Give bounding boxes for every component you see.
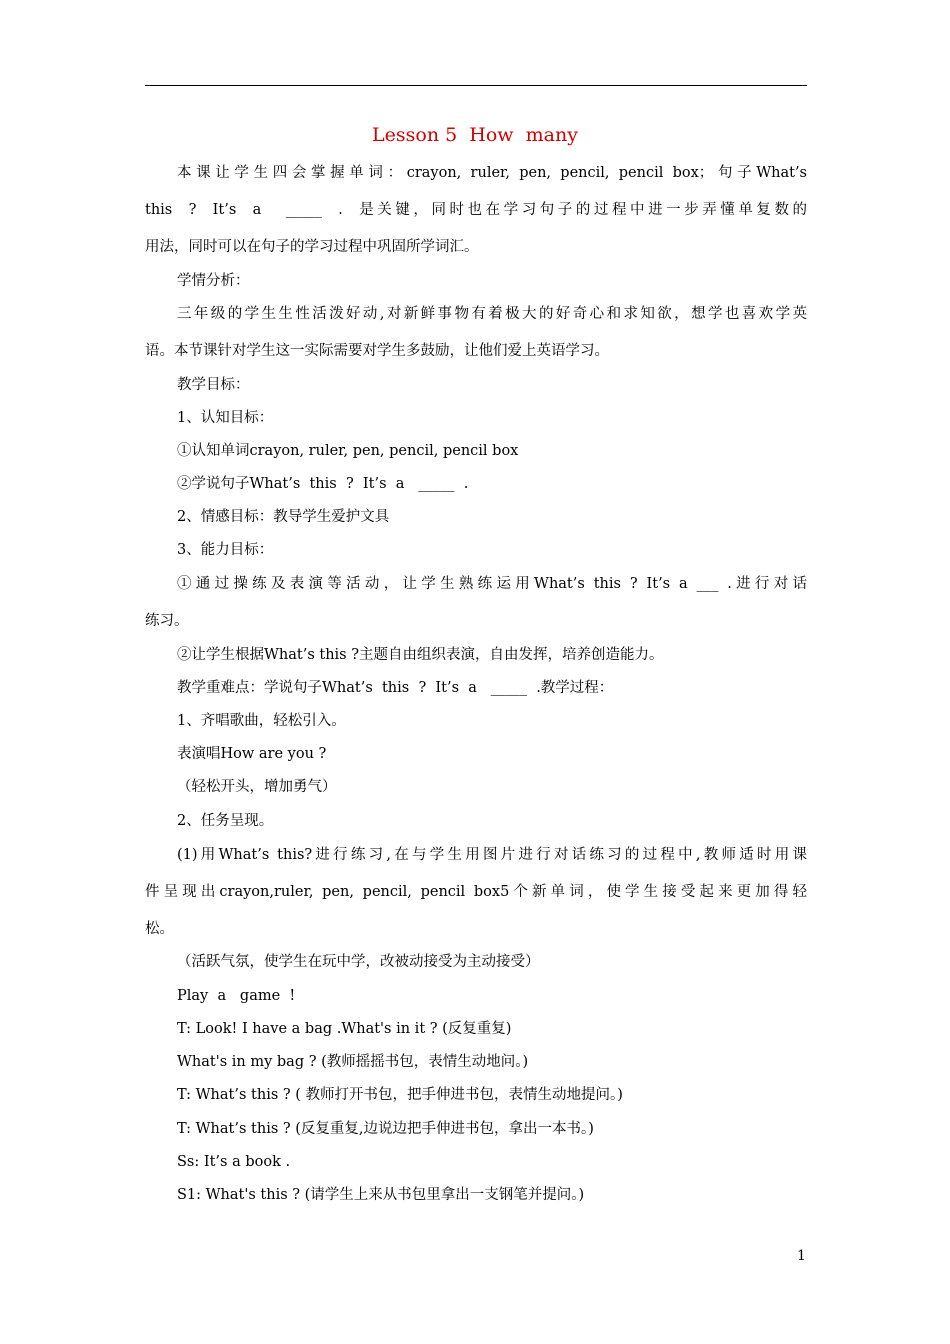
dialogue-line: T: What’s this ? ( 教师打开书包，把手伸进书包，表情生动地提问。) <box>177 1087 623 1103</box>
paragraph-line: 件呈现出crayon,ruler, pen, pencil, pencil box5个新单词，使学生接受起来更加得轻 <box>145 884 807 900</box>
list-item: ①通过操练及表演等活动，让学生熟练运用What’s this ? It’s a ___ .进行对话 <box>177 576 807 592</box>
dialogue-line: S1: What's this ? (请学生上来从书包里拿出一支钢笔并提问。) <box>177 1187 585 1203</box>
subsection-heading: 1、认知目标： <box>177 410 274 426</box>
paragraph-line: （轻松开头，增加勇气） <box>177 779 337 795</box>
dialogue-line: What's in my bag ? (教师摇摇书包，表情生动地问。) <box>177 1054 529 1070</box>
dialogue-line: Ss: It’s a book . <box>177 1154 291 1170</box>
step-heading: 2、任务呈现。 <box>177 813 274 829</box>
subsection-heading: 3、能力目标： <box>177 542 274 558</box>
lesson-title: Lesson 5 How many <box>372 124 578 146</box>
paragraph-line: 教学重难点：学说句子What’s this ? It’s a _____ .教学过程： <box>177 680 614 696</box>
paragraph-line: 用法，同时可以在句子的学习过程中巩固所学词汇。 <box>145 239 479 255</box>
paragraph-line: (1)用What’s this?进行练习,在与学生用图片进行对话练习的过程中,教师适时用课 <box>177 847 807 863</box>
header-rule <box>145 85 807 86</box>
paragraph-line: 三年级的学生生性活泼好动,对新鲜事物有着极大的好奇心和求知欲，想学也喜欢学英 <box>177 306 807 322</box>
paragraph-line: this ? It’s a _____ . 是关键，同时也在学习句子的过程中进一步弄懂单复数的 <box>145 202 807 218</box>
dialogue-line: T: Look! I have a bag .What's in it ? (反复重复) <box>177 1021 512 1037</box>
subsection-heading: 2、情感目标：教导学生爱护文具 <box>177 509 390 525</box>
list-item: ②学说句子What’s this ? It’s a _____ . <box>177 476 469 492</box>
section-heading: 教学目标： <box>177 377 250 393</box>
section-heading: 学情分析： <box>177 273 250 289</box>
paragraph-line: 表演唱How are you ? <box>177 746 327 762</box>
dialogue-line: T: What’s this ? (反复重复,边说边把手伸进书包，拿出一本书。) <box>177 1121 594 1137</box>
list-item: ②让学生根据What’s this ?主题自由组织表演，自由发挥，培养创造能力。 <box>177 647 664 663</box>
list-item: ①认知单词crayon, ruler, pen, pencil, pencil box <box>177 443 519 459</box>
page-number: 1 <box>797 1248 806 1264</box>
paragraph-line: 语。本节课针对学生这一实际需要对学生多鼓励，让他们爱上英语学习。 <box>145 343 609 359</box>
step-heading: 1、齐唱歌曲，轻松引入。 <box>177 713 346 729</box>
dialogue-line: Play a game ! <box>177 988 296 1004</box>
paragraph-line: 本课让学生四会掌握单词：crayon, ruler, pen, pencil, pencil box；句子What’s <box>177 165 807 181</box>
paragraph-line: 松。 <box>145 921 174 937</box>
paragraph-line: 练习。 <box>145 613 189 629</box>
paragraph-line: （活跃气氛，使学生在玩中学，改被动接受为主动接受） <box>177 954 540 970</box>
